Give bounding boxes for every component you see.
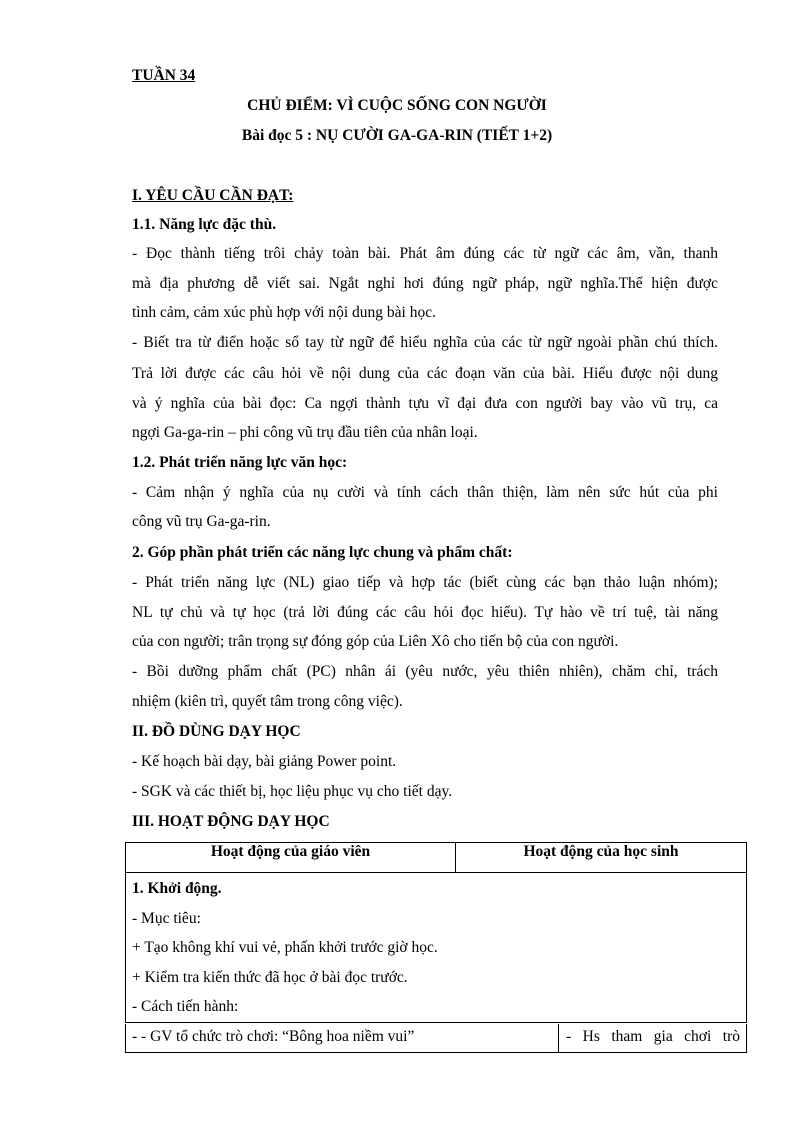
warmup-title: 1. Khởi động. xyxy=(132,880,222,897)
paragraph-line: - Phát triển năng lực (NL) giao tiếp và hợp tác (biết cùng các bạn thảo luận nhóm); xyxy=(132,574,718,591)
warmup-line: - Mục tiêu: xyxy=(132,909,201,927)
warmup-cell xyxy=(126,873,747,1023)
paragraph-line: tình cảm, cảm xúc phù hợp với nội dung bài học. xyxy=(132,304,436,321)
section-1-title: I. YÊU CẦU CẦN ĐẠT: xyxy=(132,187,294,204)
subsection-1-2-title: 1.2. Phát triển năng lực văn học: xyxy=(132,454,348,471)
warmup-line: + Kiểm tra kiến thức đã học ở bài đọc trước. xyxy=(132,968,408,986)
section-2-title: II. ĐỒ DÙNG DẠY HỌC xyxy=(132,723,301,740)
paragraph-line: ngợi Ga-ga-rin – phi công vũ trụ đầu tiên của nhân loại. xyxy=(132,424,478,441)
paragraph-line: - Cảm nhận ý nghĩa của nụ cười và tính cách thân thiện, làm nên sức hút của phi xyxy=(132,484,718,501)
paragraph-line: nhiệm (kiên trì, quyết tâm trong công việc). xyxy=(132,693,403,710)
paragraph-line: - Biết tra từ điển hoặc sổ tay từ ngữ để hiểu nghĩa của các từ ngữ ngoài phần chú thích. xyxy=(132,334,718,351)
paragraph-line: công vũ trụ Ga-ga-rin. xyxy=(132,513,271,530)
warmup-line: - Cách tiến hành: xyxy=(132,998,239,1015)
subsection-2-title: 2. Góp phần phát triển các năng lực chung và phẩm chất: xyxy=(132,544,513,561)
subsection-1-1-title: 1.1. Năng lực đặc thù. xyxy=(132,216,277,233)
section-3-title: III. HOẠT ĐỘNG DẠY HỌC xyxy=(132,813,330,830)
paragraph-line: NL tự chủ và tự học (trả lời đúng các câu hỏi đọc hiểu). Tự hào về trí tuệ, tài năng xyxy=(132,604,718,621)
paragraph-line: - Kế hoạch bài dạy, bài giảng Power point. xyxy=(132,753,397,770)
paragraph-line: mà địa phương dễ viết sai. Ngắt nghỉ hơi đúng ngữ pháp, ngữ nghĩa.Thể hiện được xyxy=(132,275,718,292)
student-column-header: Hoạt động của học sinh xyxy=(456,843,747,873)
student-activity-cell: - Hs tham gia chơi trò xyxy=(566,1028,740,1045)
paragraph-line: - SGK và các thiết bị, học liệu phục vụ cho tiết dạy. xyxy=(132,783,453,800)
paragraph-line: của con người; trân trọng sự đóng góp của Liên Xô cho tiến bộ của con người. xyxy=(132,633,619,650)
teacher-column-header: Hoạt động của giáo viên xyxy=(126,843,456,873)
paragraph-line: - Bồi dưỡng phẩm chất (PC) nhân ái (yêu nước, yêu thiên nhiên), chăm chỉ, trách xyxy=(132,663,718,680)
activities-table xyxy=(125,842,747,1023)
warmup-line: + Tạo không khí vui vẻ, phấn khởi trước giờ học. xyxy=(132,939,438,956)
lesson-heading: Bài đọc 5 : NỤ CƯỜI GA-GA-RIN (TIẾT 1+2) xyxy=(241,127,553,144)
paragraph-line: Trả lời được các câu hỏi về nội dung của các đoạn văn của bài. Hiểu được nội dung xyxy=(132,365,718,382)
paragraph-line: - Đọc thành tiếng trôi chảy toàn bài. Phát âm đúng các từ ngữ các âm, vần, thanh xyxy=(132,245,718,262)
column-divider xyxy=(558,1024,559,1052)
week-heading: TUẦN 34 xyxy=(132,67,196,84)
teacher-activity-cell: - - GV tổ chức trò chơi: “Bông hoa niềm vui” xyxy=(132,1028,415,1045)
paragraph-line: và ý nghĩa của bài đọc: Ca ngợi thành tựu vĩ đại đưa con người bay vào vũ trụ, ca xyxy=(132,395,718,412)
activity-row xyxy=(125,1024,747,1053)
theme-heading: CHỦ ĐIỂM: VÌ CUỘC SỐNG CON NGƯỜI xyxy=(247,97,547,114)
